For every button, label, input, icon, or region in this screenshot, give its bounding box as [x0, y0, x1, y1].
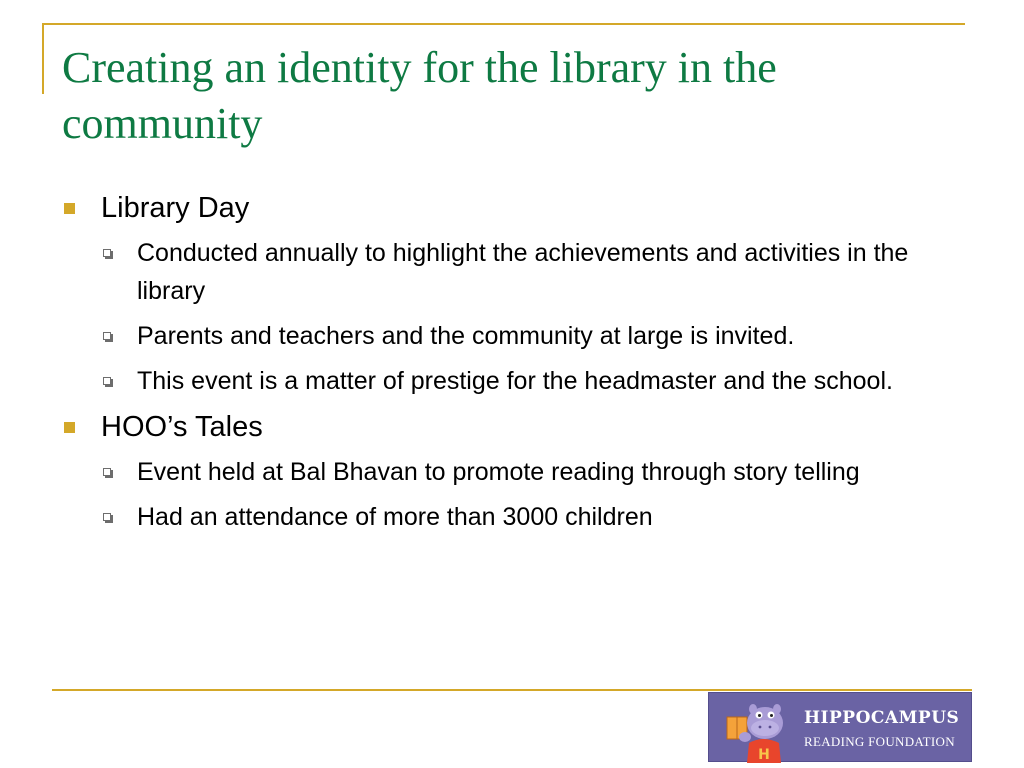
- sub-bullet: [62, 317, 967, 355]
- bullet-heading: HOO’s Tales: [101, 411, 263, 443]
- sub-bullet-text: This event is a matter of prestige for the headmaster and the school.: [137, 367, 893, 395]
- bullet-heading: Library Day: [101, 192, 250, 224]
- checkbox-bullet-icon: [103, 377, 111, 385]
- sub-bullet-text: Event held at Bal Bhavan to promote reading through story telling: [137, 458, 860, 486]
- sub-bullet: [62, 234, 967, 310]
- top-rule: [42, 23, 965, 25]
- checkbox-bullet-icon: [103, 513, 111, 521]
- logo-name: HIPPOCAMPUS: [804, 708, 960, 728]
- bottom-rule: [52, 689, 972, 691]
- slide-body: [62, 189, 967, 536]
- sub-bullet-text: Parents and teachers and the community at large is invited.: [137, 322, 795, 350]
- sub-bullet: [62, 498, 967, 536]
- logo-tagline: READING FOUNDATION: [804, 734, 955, 749]
- hippocampus-logo: [708, 692, 972, 762]
- sub-bullet: [62, 362, 967, 400]
- square-bullet-icon: [64, 203, 75, 214]
- checkbox-bullet-icon: [103, 332, 111, 340]
- sub-bullet-text: Had an attendance of more than 3000 children: [137, 503, 653, 531]
- square-bullet-icon: [64, 422, 75, 433]
- hippo-mascot-icon: [723, 697, 803, 763]
- left-rule: [42, 23, 44, 94]
- mascot-shirt-letter: H: [758, 747, 770, 763]
- bullet-library-day: [62, 189, 967, 227]
- sub-bullet: [62, 453, 967, 491]
- bullet-hoos-tales: [62, 408, 967, 446]
- sub-bullet-text: Conducted annually to highlight the achievements and activities in the library: [137, 239, 909, 305]
- slide-title: Creating an identity for the library in the community: [62, 43, 777, 148]
- checkbox-bullet-icon: [103, 249, 111, 257]
- checkbox-bullet-icon: [103, 468, 111, 476]
